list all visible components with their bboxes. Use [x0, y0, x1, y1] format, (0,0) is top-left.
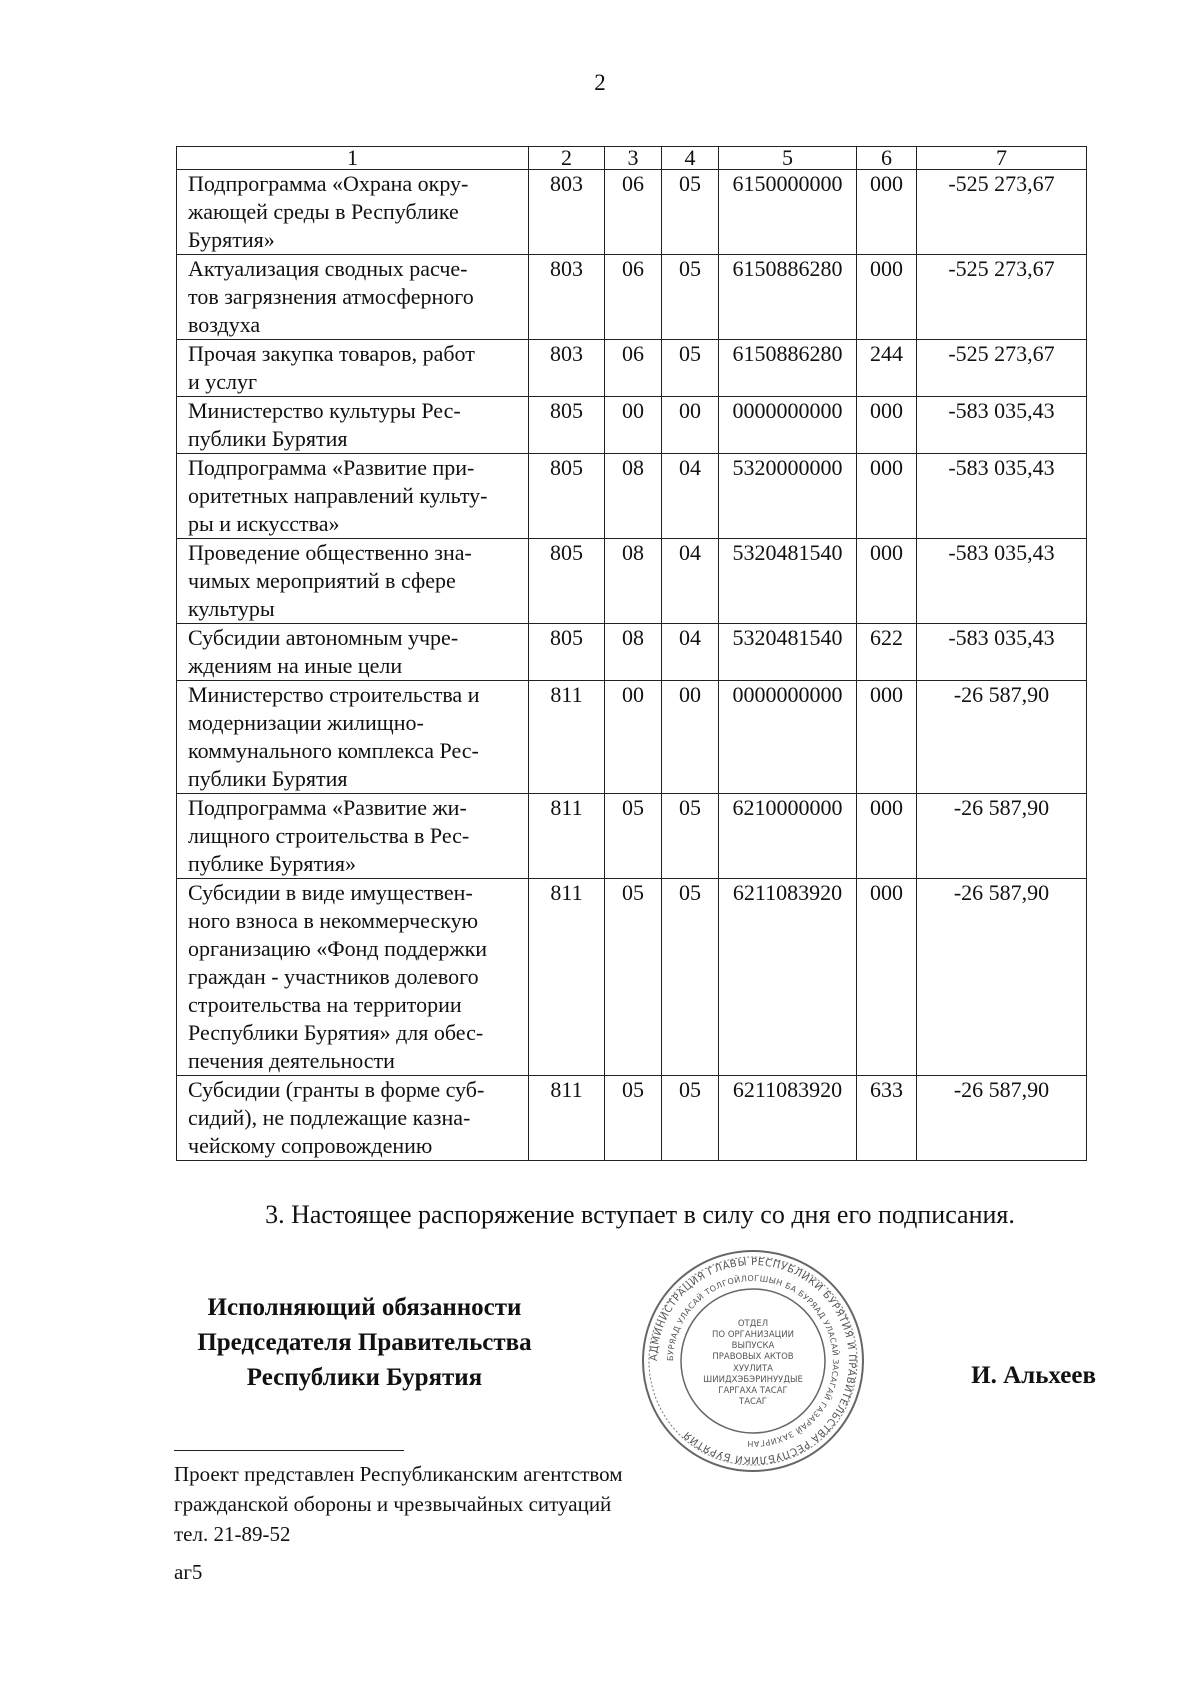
- value-cell: 05: [605, 879, 662, 1076]
- row-label-cell: Подпрограмма «Охрана окру- жающей среды в Республике Бурятия»: [177, 170, 529, 255]
- value-cell: 6211083920: [719, 879, 857, 1076]
- row-label-cell: Субсидии автономным учре- ждениям на иные цели: [177, 624, 529, 681]
- seal-center-line: ВЫПУСКА: [731, 1341, 775, 1351]
- budget-table: [176, 146, 1087, 1161]
- value-cell: 00: [662, 397, 719, 454]
- value-cell: 803: [529, 340, 605, 397]
- value-cell: 244: [857, 340, 917, 397]
- row-label-cell: Прочая закупка товаров, работ и услуг: [177, 340, 529, 397]
- value-cell: 05: [662, 879, 719, 1076]
- value-cell: 5320000000: [719, 454, 857, 539]
- value-cell: 05: [605, 794, 662, 879]
- value-cell: 000: [857, 255, 917, 340]
- value-cell: 6210000000: [719, 794, 857, 879]
- value-cell: 000: [857, 397, 917, 454]
- footnote-line: тел. 21-89-52: [174, 1522, 291, 1546]
- value-cell: 000: [857, 539, 917, 624]
- value-cell: 00: [662, 681, 719, 794]
- value-cell: 08: [605, 454, 662, 539]
- table-row: [177, 397, 1087, 454]
- clause-text: 3. Настоящее распоряжение вступает в силу со дня его подписания.: [265, 1200, 1015, 1229]
- row-label-cell: Министерство строительства и модернизации жилищно- коммунального комплекса Рес- публики Бурятия: [177, 681, 529, 794]
- value-cell: 6150886280: [719, 255, 857, 340]
- value-cell: 000: [857, 454, 917, 539]
- footnote-line: Проект представлен Республиканским агентством: [174, 1462, 623, 1486]
- table-row: [177, 681, 1087, 794]
- table-header-row: [177, 147, 1087, 170]
- row-label-cell: Актуализация сводных расче- тов загрязнения атмосферного воздуха: [177, 255, 529, 340]
- column-header: 7: [917, 147, 1087, 170]
- value-cell: -583 035,43: [917, 397, 1087, 454]
- value-cell: 0000000000: [719, 681, 857, 794]
- row-label-cell: Подпрограмма «Развитие при- оритетных направлений культу- ры и искусства»: [177, 454, 529, 539]
- value-cell: 811: [529, 794, 605, 879]
- value-cell: -26 587,90: [917, 1076, 1087, 1161]
- value-cell: 5320481540: [719, 624, 857, 681]
- value-cell: 05: [662, 340, 719, 397]
- column-header: 6: [857, 147, 917, 170]
- value-cell: 805: [529, 454, 605, 539]
- value-cell: 811: [529, 1076, 605, 1161]
- seal-center-line: ПО ОРГАНИЗАЦИИ: [712, 1330, 794, 1340]
- table-row: [177, 170, 1087, 255]
- value-cell: 805: [529, 624, 605, 681]
- value-cell: 000: [857, 170, 917, 255]
- value-cell: 5320481540: [719, 539, 857, 624]
- official-seal: [640, 1248, 866, 1474]
- seal-center-line: ПРАВОВЫХ АКТОВ: [712, 1352, 794, 1362]
- seal-center-text: [703, 1319, 803, 1407]
- column-header: 3: [605, 147, 662, 170]
- signatory-name: И. Альхеев: [971, 1362, 1096, 1389]
- seal-center-line: ШИИДХЭБЭРИНУУДЫЕ: [703, 1375, 803, 1385]
- document-code: аг5: [174, 1560, 203, 1584]
- value-cell: 05: [662, 255, 719, 340]
- table-row: [177, 539, 1087, 624]
- value-cell: 05: [605, 1076, 662, 1161]
- value-cell: 805: [529, 539, 605, 624]
- column-header: 4: [662, 147, 719, 170]
- value-cell: 05: [662, 1076, 719, 1161]
- column-header: 5: [719, 147, 857, 170]
- seal-center-line: ТАСАГ: [739, 1397, 767, 1407]
- table-row: [177, 1076, 1087, 1161]
- value-cell: 05: [662, 170, 719, 255]
- value-cell: -525 273,67: [917, 170, 1087, 255]
- table-row: [177, 340, 1087, 397]
- value-cell: 06: [605, 340, 662, 397]
- value-cell: 803: [529, 255, 605, 340]
- table-row: [177, 454, 1087, 539]
- column-header: 2: [529, 147, 605, 170]
- value-cell: 06: [605, 255, 662, 340]
- footnote: [174, 1459, 623, 1549]
- seal-center-line: ХУУЛИТА: [733, 1364, 773, 1374]
- seal-center-line: ОТДЕЛ: [737, 1319, 769, 1329]
- value-cell: 6150000000: [719, 170, 857, 255]
- table-row: [177, 794, 1087, 879]
- value-cell: 622: [857, 624, 917, 681]
- row-label-cell: Подпрограмма «Развитие жи- лищного строительства в Рес- публике Бурятия»: [177, 794, 529, 879]
- footnote-divider: [174, 1450, 404, 1451]
- signatory-title-line: Исполняющий обязанности: [207, 1294, 522, 1321]
- value-cell: 0000000000: [719, 397, 857, 454]
- value-cell: -583 035,43: [917, 454, 1087, 539]
- column-header: 1: [177, 147, 529, 170]
- value-cell: 05: [662, 794, 719, 879]
- value-cell: -525 273,67: [917, 340, 1087, 397]
- value-cell: 06: [605, 170, 662, 255]
- value-cell: 805: [529, 397, 605, 454]
- value-cell: 04: [662, 624, 719, 681]
- table-row: [177, 879, 1087, 1076]
- value-cell: 811: [529, 879, 605, 1076]
- seal-center-line: ГАРГАХА ТАСАГ: [718, 1386, 788, 1396]
- value-cell: -583 035,43: [917, 624, 1087, 681]
- value-cell: 000: [857, 879, 917, 1076]
- value-cell: 6211083920: [719, 1076, 857, 1161]
- seal-inner-text: БУРЯАД УЛАСАЙ ТОЛГОЙЛОГШЫН БА БУРЯАД УЛАСАЙ ЗАСАГАЙ ГАЗАРАЙ ЗАХИРГАН: [665, 1273, 841, 1449]
- value-cell: -26 587,90: [917, 794, 1087, 879]
- footnote-line: гражданской обороны и чрезвычайных ситуаций: [174, 1492, 612, 1516]
- value-cell: 04: [662, 454, 719, 539]
- value-cell: -583 035,43: [917, 539, 1087, 624]
- table-row: [177, 255, 1087, 340]
- value-cell: -26 587,90: [917, 879, 1087, 1076]
- table-row: [177, 624, 1087, 681]
- value-cell: 000: [857, 681, 917, 794]
- value-cell: 08: [605, 539, 662, 624]
- row-label-cell: Субсидии (гранты в форме суб- сидий), не подлежащие казна- чейскому сопровождению: [177, 1076, 529, 1161]
- signatory-title: [172, 1290, 557, 1395]
- row-label-cell: Проведение общественно зна- чимых мероприятий в сфере культуры: [177, 539, 529, 624]
- row-label-cell: Субсидии в виде имуществен- ного взноса в некоммерческую организацию «Фонд поддержки граждан - участников долевого строительства на территории Республики Бурятия» для обес- печения деятельности: [177, 879, 529, 1076]
- value-cell: 633: [857, 1076, 917, 1161]
- seal-outer-text: АДМИНИСТРАЦИЯ ГЛАВЫ РЕСПУБЛИКИ БУРЯТИЯ И ПРАВИТЕЛЬСТВА РЕСПУБЛИКИ БУРЯТИЯ: [648, 1256, 858, 1466]
- row-label-cell: Министерство культуры Рес- публики Бурятия: [177, 397, 529, 454]
- page-number: 2: [594, 70, 606, 95]
- value-cell: -525 273,67: [917, 255, 1087, 340]
- value-cell: 000: [857, 794, 917, 879]
- value-cell: 00: [605, 397, 662, 454]
- value-cell: 08: [605, 624, 662, 681]
- value-cell: -26 587,90: [917, 681, 1087, 794]
- value-cell: 811: [529, 681, 605, 794]
- value-cell: 00: [605, 681, 662, 794]
- value-cell: 803: [529, 170, 605, 255]
- value-cell: 6150886280: [719, 340, 857, 397]
- signatory-title-line: Председателя Правительства: [197, 1329, 532, 1356]
- signatory-title-line: Республики Бурятия: [246, 1364, 483, 1391]
- value-cell: 04: [662, 539, 719, 624]
- table-body: [177, 170, 1087, 1161]
